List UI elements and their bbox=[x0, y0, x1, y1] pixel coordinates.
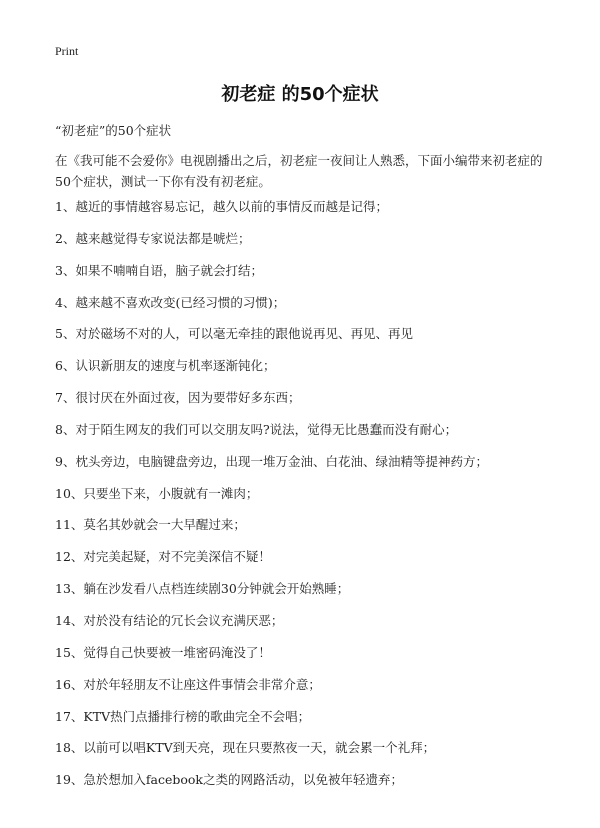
list-item: 11、莫名其妙就会一大早醒过来； bbox=[55, 517, 246, 533]
list-item: 14、对於没有结论的冗长会议充满厌恶； bbox=[55, 612, 284, 628]
list-item: 15、觉得自己快要被一堆密码淹没了！ bbox=[55, 644, 271, 660]
list-item: 1、越近的事情越容易忘记，越久以前的事情反而越是记得； bbox=[55, 199, 388, 214]
symptom-list bbox=[55, 199, 575, 804]
list-item: 2、越来越觉得专家说法都是唬烂； bbox=[55, 230, 251, 246]
list-item: 5、对於磁场不对的人，可以毫无牵挂的跟他说再见、再见、再见 bbox=[55, 326, 413, 342]
article-subtitle: “初老症”的50个症状 bbox=[55, 123, 172, 138]
list-item: 12、对完美起疑，对不完美深信不疑！ bbox=[55, 549, 271, 565]
list-item: 13、躺在沙发看八点档连续剧30分钟就会开始熟睡； bbox=[55, 581, 350, 597]
article-intro: 在《我可能不会爱你》电视剧播出之后，初老症一夜间让人熟悉，下面小编带来初老症的50个症状，测试一下你有没有初老症。 bbox=[55, 153, 543, 189]
list-item: 16、对於年轻朋友不让座这件事情会非常介意； bbox=[55, 676, 321, 692]
list-item: 7、很讨厌在外面过夜，因为要带好多东西； bbox=[55, 390, 301, 406]
list-item: 9、枕头旁边，电脑键盘旁边，出现一堆万金油、白花油、绿油精等提神药方； bbox=[55, 453, 488, 469]
list-item: 19、急於想加入facebook之类的网路活动，以免被年轻遗弃； bbox=[55, 772, 404, 788]
list-item: 3、如果不喃喃自语，脑子就会打结； bbox=[55, 262, 263, 278]
list-item: 4、越来越不喜欢改变(已经习惯的习惯)； bbox=[55, 294, 286, 310]
list-item: 6、认识新朋友的速度与机率逐渐钝化； bbox=[55, 358, 276, 374]
list-item: 17、KTV热门点播排行榜的歌曲完全不会唱； bbox=[55, 708, 311, 724]
list-item: 10、只要坐下来，小腹就有一滩肉； bbox=[55, 485, 259, 501]
article-title: 初老症 的50个症状 bbox=[221, 84, 379, 105]
list-item: 8、对于陌生网友的我们可以交朋友吗?说法，觉得无比愚蠢而没有耐心； bbox=[55, 421, 458, 437]
print-link[interactable]: Print bbox=[55, 44, 79, 58]
list-item: 18、以前可以唱KTV到天亮，现在只要熬夜一天，就会累一个礼拜； bbox=[55, 740, 436, 756]
